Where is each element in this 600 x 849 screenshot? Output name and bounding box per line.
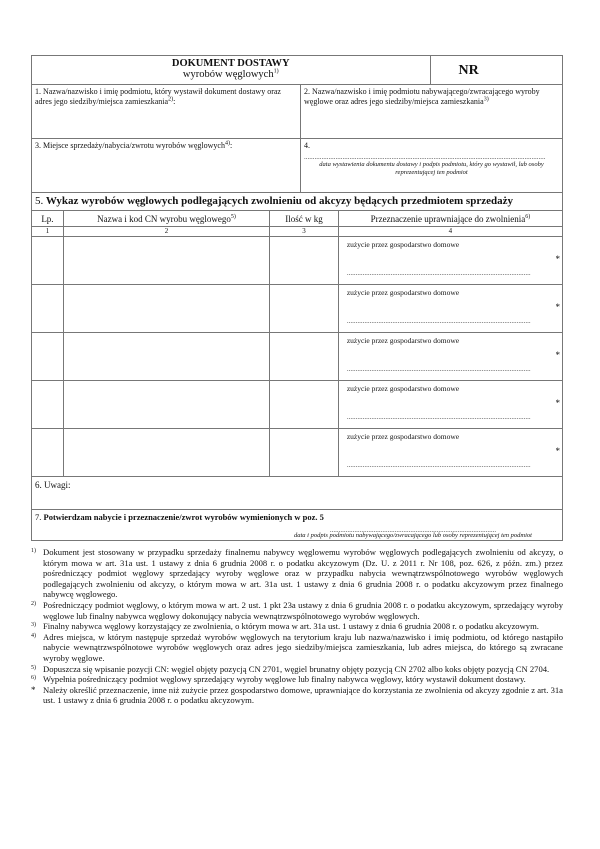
purpose-dots: .........................................................................................................	[346, 461, 531, 469]
col-purpose-header: Przeznaczenie uprawniające do zwolnienia$^{6)}$	[370, 214, 531, 224]
col-number-2: 2	[64, 227, 270, 236]
footnote: 3) Finalny nabywca węglowy korzystający ze zwolnienia, o którym mowa w art. 31a ust. 1 ustawy z dnia 6 grudnia 2008 r. o podatku akcyzowym.	[31, 621, 539, 632]
purpose-dots: .........................................................................................................	[346, 365, 531, 373]
purpose-cell[interactable]	[339, 333, 562, 380]
purpose-cell[interactable]	[339, 429, 562, 476]
purpose-cell[interactable]	[339, 237, 562, 284]
purpose-text: zużycie przez gospodarstwo domowe	[346, 288, 460, 297]
confirmation-field[interactable]	[32, 510, 562, 540]
purpose-star: *	[555, 254, 560, 264]
remarks-field[interactable]	[32, 477, 562, 509]
table-row	[32, 333, 562, 381]
purpose-star: *	[555, 398, 560, 408]
confirmation-caption: data i podpis podmiotu nabywającego/zwracającego lub osoby reprezentującej ten podmiot	[293, 532, 532, 539]
remarks-row	[32, 477, 562, 510]
col-qty-header: Ilość w kg	[270, 211, 339, 226]
table-row	[32, 237, 562, 285]
quantity-cell[interactable]	[270, 381, 339, 428]
confirmation-row	[32, 510, 562, 540]
footnote: 4) Adres miejsca, w którym następuje sprzedaż wyrobów węglowych na terytorium kraju lub nazwa/nazwisko i imię podmiotu, od którego nastąpiło nabycie wewnątrzwspólnotowe wyrobów węglowych oraz adres jego siedziby/miejsca zamieszkania, lub adres miejsca, do którego są zwracane wyroby węglowe.	[31, 631, 563, 663]
confirmation-text: 7. Potwierdzam nabycie i przeznaczenie/zwrot wyrobów wymienionych w poz. 5	[35, 512, 324, 522]
remarks-label: 6. Uwagi:	[35, 480, 71, 490]
table-row	[32, 285, 562, 333]
table-row	[32, 381, 562, 429]
section5-title: 5. Wykaz wyrobów węglowych podlegających zwolnieniu od akcyzy będących przedmiotem sprzedaży	[35, 195, 513, 207]
quantity-cell[interactable]	[270, 285, 339, 332]
section5-column-numbers	[32, 227, 562, 237]
box4-caption: data wystawienia dokumentu dostawy i podpis podmiotu, który go wystawił, lub osoby reprezentującej ten podmiot	[319, 161, 544, 176]
col-number-4: 4	[448, 227, 453, 235]
box4-dots: ..........................................................................................................................................	[303, 153, 546, 161]
nr-label: NR	[458, 63, 479, 78]
document-subtitle: wyrobów węglowych$^{1)}$	[182, 68, 279, 80]
nr-cell[interactable]	[431, 56, 563, 84]
product-name-cell[interactable]	[64, 333, 270, 380]
quantity-cell[interactable]	[270, 333, 339, 380]
product-name-cell[interactable]	[64, 381, 270, 428]
purpose-dots: .........................................................................................................	[346, 317, 531, 325]
footnote: 2) Pośredniczący podmiot węglowy, o którym mowa w art. 2 ust. 1 pkt 23a ustawy z dnia 6 grudnia 2008 r. o podatku akcyzowym, sprzedający wyroby węglowe lub finalny nabywca węglowy dokonujący nabycia wewnątrzwspólnotowego wyrobów węglowych.	[31, 599, 563, 621]
product-name-cell[interactable]	[64, 429, 270, 476]
confirmation-dots: ...............................................................................................	[329, 526, 497, 534]
delivery-form	[31, 55, 563, 541]
purpose-star: *	[555, 350, 560, 360]
parties-row	[32, 85, 562, 139]
quantity-cell[interactable]	[270, 237, 339, 284]
lp-cell[interactable]	[32, 429, 64, 476]
footnotes	[31, 547, 563, 706]
col-name-header: Nazwa i kod CN wyrobu węglowego$^{5)}$	[64, 211, 270, 226]
purpose-text: zużycie przez gospodarstwo domowe	[346, 432, 460, 441]
col-number-1: 1	[32, 227, 64, 236]
purpose-text: zużycie przez gospodarstwo domowe	[346, 384, 460, 393]
lp-cell[interactable]	[32, 333, 64, 380]
place-date-row	[32, 139, 562, 193]
purpose-star: *	[555, 302, 560, 312]
buyer-field[interactable]: 2. Nazwa/nazwisko i imię podmiotu nabywającego/zwracającego wyroby węglowe oraz adres jego siedziby/miejsca zamieszkania$^{3)}$	[303, 87, 540, 106]
issue-date-signature-field[interactable]	[301, 139, 562, 192]
lp-cell[interactable]	[32, 381, 64, 428]
purpose-dots: .........................................................................................................	[346, 413, 531, 421]
section5-column-headers	[32, 211, 562, 227]
section5-title-row	[32, 193, 562, 211]
table-row	[32, 429, 562, 477]
product-name-cell[interactable]	[64, 237, 270, 284]
lp-cell[interactable]	[32, 237, 64, 284]
box4-label: 4.	[303, 141, 310, 150]
footnote: 1) Dokument jest stosowany w przypadku sprzedaży finalnemu nabywcy węglowemu wyrobów węglowych podlegających zwolnieniu od akcyzy, o którym mowa w art. 31a ust. 1 ustawy z dnia 6 grudnia 2008 r. o podatku akcyzowym (Dz. U. z 2011 r. Nr 108, poz. 626, z późn. zm.) przez pośredniczący podmiot węglowy sprzedający wyroby węglowe oraz w przypadku nabycia wewnątrzwspólnotowego wyrobów węglowych podlegających zwolnieniu od akcyzy, o którym mowa w art. 31a ust. 1 ustawy z dnia 6 grudnia 2008 r. o podatku akcyzowym przez finalnego nabywcę węglowego.	[31, 547, 563, 600]
purpose-cell[interactable]	[339, 285, 562, 332]
header-title-cell	[32, 56, 431, 84]
lp-cell[interactable]	[32, 285, 64, 332]
product-name-cell[interactable]	[64, 285, 270, 332]
document-page	[31, 55, 563, 706]
quantity-cell[interactable]	[270, 429, 339, 476]
form-header	[32, 56, 562, 85]
col-number-3: 3	[270, 227, 339, 236]
issuer-field[interactable]: 1. Nazwa/nazwisko i imię podmiotu, który wystawił dokument dostawy oraz adres jego siedziby/miejsca zamieszkania$^{2)}$:	[32, 85, 301, 138]
purpose-text: zużycie przez gospodarstwo domowe	[346, 240, 460, 249]
footnote: * Należy określić przeznaczenie, inne niż zużycie przez gospodarstwo domowe, uprawniające do korzystania ze zwolnienia od akcyzy zgodnie z art. 31a ust. 1 ustawy z dnia 6 grudnia 2008 r. o podatku akcyzowym.	[31, 684, 563, 706]
purpose-text: zużycie przez gospodarstwo domowe	[346, 336, 460, 345]
footnote: 6) Wypełnia pośredniczący podmiot węglowy sprzedający wyroby węglowe lub finalny nabywca węglowy, który wystawił dokument dostawy.	[31, 674, 526, 685]
purpose-cell[interactable]	[339, 381, 562, 428]
purpose-dots: .........................................................................................................	[346, 269, 531, 277]
purpose-star: *	[555, 446, 560, 456]
footnote: 5) Dopuszcza się wpisanie pozycji CN: węgiel objęty pozycją CN 2701, węgiel brunatny objęty pozycją CN 2702 albo koks objęty pozycją CN 2704.	[31, 663, 550, 674]
col-lp-header: Lp.	[32, 211, 64, 226]
place-field[interactable]: 3. Miejsce sprzedaży/nabycia/zwrotu wyrobów węglowych$^{4)}$:	[32, 139, 301, 192]
document-title: DOKUMENT DOSTAWY	[171, 58, 290, 69]
